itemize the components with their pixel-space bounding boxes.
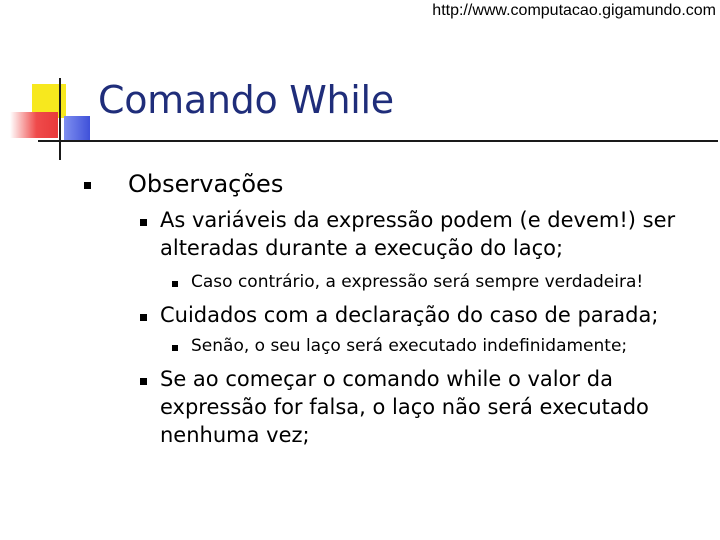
item2-subitem: Senão, o seu laço será executado indefinidamente; — [191, 336, 628, 356]
bullet-square-icon — [84, 182, 91, 189]
item1-line1: As variáveis da expressão podem (e devem!) ser — [160, 208, 676, 232]
slide-title: Comando While — [98, 78, 394, 122]
bullet-square-icon — [172, 345, 178, 351]
decorative-vertical-line — [59, 78, 61, 160]
item1-line2: alteradas durante a execução do laço; — [160, 236, 564, 260]
header-url: http://www.computacao.gigamundo.com — [432, 2, 716, 19]
bullet-square-icon — [140, 314, 147, 321]
bullet-square-icon — [140, 378, 147, 385]
item3-line1: Se ao começar o comando while o valor da — [160, 367, 613, 391]
item2: Cuidados com a declaração do caso de parada; — [160, 303, 659, 327]
bullet-square-icon — [140, 219, 147, 226]
decorative-red-square — [10, 112, 58, 138]
item1-subitem: Caso contrário, a expressão será sempre verdadeira! — [191, 272, 644, 292]
bullet-observacoes: Observações — [128, 170, 284, 198]
decorative-blue-square — [64, 116, 90, 140]
item3-line2: expressão for falsa, o laço não será executado — [160, 395, 649, 419]
item3-line3: nenhuma vez; — [160, 423, 310, 447]
bullet-square-icon — [172, 281, 178, 287]
title-underline — [38, 140, 718, 142]
